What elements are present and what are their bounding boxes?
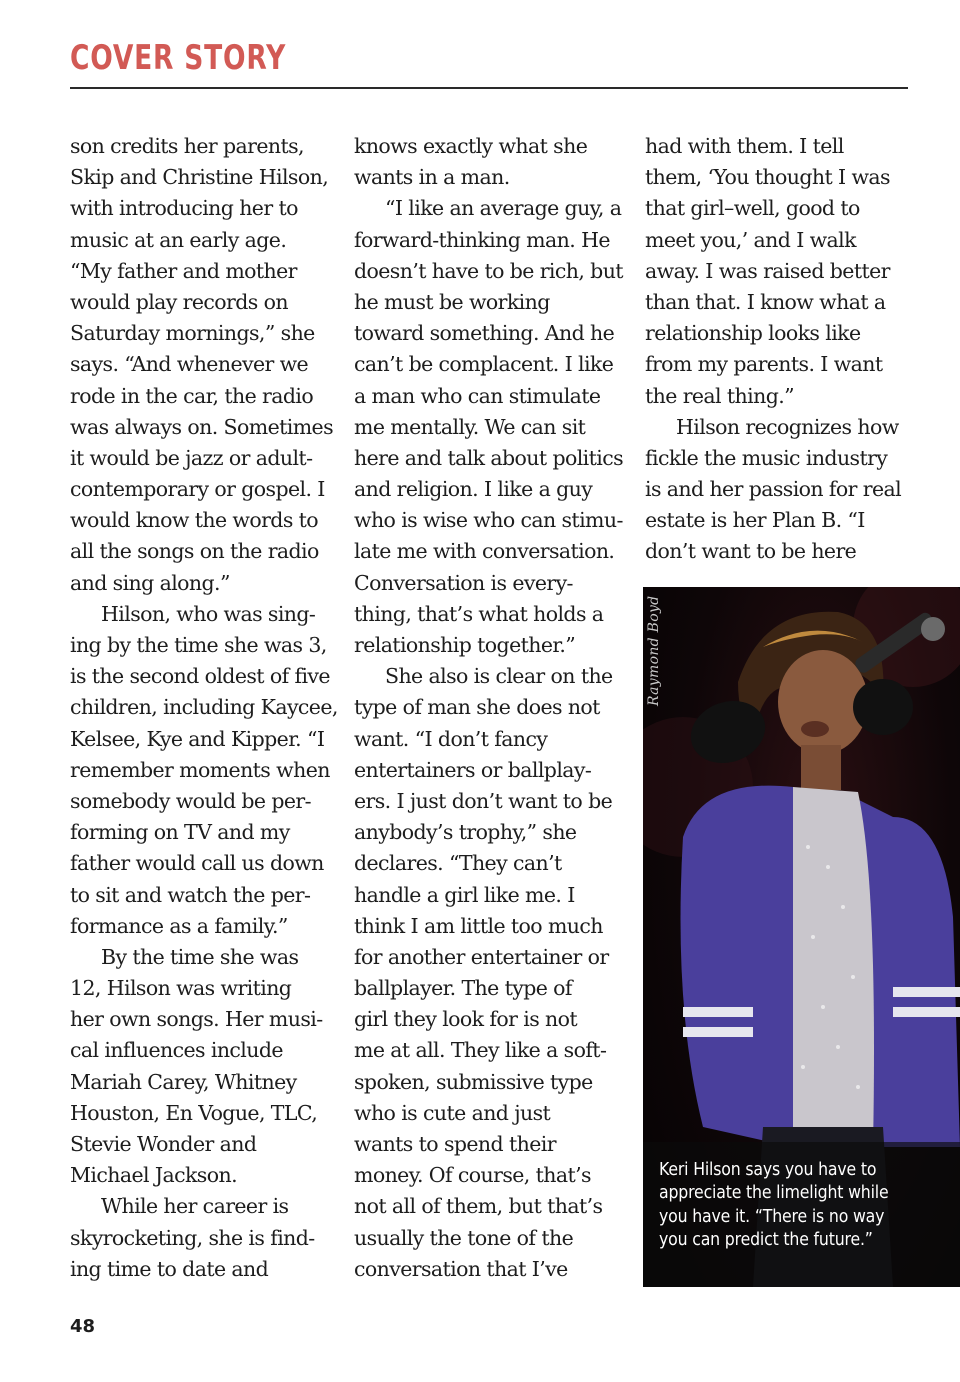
text-line: and sing along.” (70, 570, 230, 595)
text-line: While her career is (101, 1194, 289, 1219)
text-line: children, including Kaycee, (70, 695, 338, 720)
text-line: can’t be complacent. I like (354, 352, 614, 377)
text-line: By the time she was (101, 944, 299, 969)
text-line: entertainers or ballplay- (354, 757, 592, 782)
text-line: would play records on (70, 289, 288, 314)
text-line: She also is clear on the (385, 664, 613, 689)
text-line: with introducing her to (70, 196, 298, 221)
section-label: COVER STORY (70, 38, 287, 78)
text-line: formance as a family.” (70, 913, 288, 938)
text-line: declares. “They can’t (354, 851, 562, 876)
text-line: is the second oldest of five (70, 664, 330, 689)
caption-line: you have it. “There is no way (659, 1206, 885, 1227)
text-line: me mentally. We can sit (354, 414, 586, 439)
text-line: wants to spend their (354, 1132, 556, 1156)
text-line: away. I was raised better (645, 258, 890, 283)
text-line: who is cute and just (354, 1100, 551, 1125)
text-line: was always on. Sometimes (70, 414, 333, 439)
text-line: ing time to date and (70, 1256, 269, 1281)
caption-line: you can predict the future.” (659, 1230, 873, 1251)
text-line: them, ‘You thought I was (645, 165, 890, 190)
text-line: Stevie Wonder and (70, 1132, 257, 1156)
text-line: spoken, submissive type (354, 1069, 593, 1094)
text-line: somebody would be per- (70, 788, 311, 813)
text-line: it would be jazz or adult- (70, 445, 313, 470)
text-line: doesn’t have to be rich, but (354, 258, 623, 283)
text-line: from my parents. I want (645, 352, 883, 377)
text-line: contemporary or gospel. I (70, 477, 325, 502)
text-line: relationship looks like (645, 321, 861, 346)
text-line: all the songs on the radio (70, 539, 319, 564)
text-line: ballplayer. The type of (354, 976, 572, 1001)
text-line: music at an early age. (70, 227, 287, 252)
text-line: wants in a man. (354, 165, 510, 190)
text-line: than that. I know what a (645, 289, 886, 314)
text-line: “My father and mother (70, 258, 297, 283)
text-line: usually the tone of the (354, 1225, 574, 1250)
text-line: Kelsee, Kye and Kipper. “I (70, 726, 325, 751)
text-line: ing by the time she was 3, (70, 633, 327, 657)
text-line: ers. I just don’t want to be (354, 788, 613, 813)
text-line: would know the words to (70, 508, 319, 533)
page-number: 48 (70, 1316, 96, 1337)
text-line: conversation that I’ve (354, 1256, 568, 1281)
text-line: son credits her parents, (70, 134, 304, 158)
text-line: father would call us down (70, 851, 324, 876)
text-line: Houston, En Vogue, TLC, (70, 1100, 318, 1125)
article-column-2 (354, 131, 624, 1285)
text-line: girl they look for is not (354, 1007, 578, 1032)
photo-credit: Raymond Boyd (646, 595, 662, 706)
text-line: Saturday mornings,” she (70, 321, 315, 346)
text-line: Hilson recognizes how (676, 414, 899, 439)
text-line: her own songs. Her musi- (70, 1007, 323, 1032)
text-line: late me with conversation. (354, 539, 615, 564)
text-line: and religion. I like a guy (354, 477, 593, 502)
text-line: remember moments when (70, 757, 330, 782)
text-line: toward something. And he (354, 321, 615, 346)
text-line: the real thing.” (645, 383, 795, 408)
text-line: who is wise who can stimu- (354, 508, 623, 533)
text-line: Hilson, who was sing- (101, 601, 316, 626)
caption-line: Keri Hilson says you have to (659, 1160, 877, 1180)
text-line: knows exactly what she (354, 134, 588, 158)
text-line: says. “And whenever we (70, 352, 309, 377)
text-line: forming on TV and my (70, 820, 290, 845)
text-line: relationship together.” (354, 633, 576, 657)
text-line: Skip and Christine Hilson, (70, 165, 329, 190)
article-column-1 (70, 131, 338, 1285)
text-line: skyrocketing, she is find- (70, 1225, 315, 1250)
text-line: cal influences include (70, 1038, 283, 1063)
text-line: forward-thinking man. He (354, 227, 610, 252)
text-line: don’t want to be here (645, 539, 857, 564)
article-column-3 (645, 131, 915, 568)
text-line: for another entertainer or (354, 944, 609, 969)
text-line: not all of them, but that’s (354, 1194, 603, 1219)
text-line: meet you,’ and I walk (645, 227, 856, 252)
text-line: estate is her Plan B. “I (645, 508, 865, 533)
text-line: me at all. They like a soft- (354, 1038, 607, 1063)
text-line: Michael Jackson. (70, 1163, 237, 1188)
text-line: 12, Hilson was writing (70, 976, 292, 1001)
text-line: a man who can stimulate (354, 383, 601, 408)
text-line: rode in the car, the radio (70, 383, 314, 408)
text-line: fickle the music industry (645, 445, 888, 470)
caption-line: appreciate the limelight while (659, 1183, 889, 1204)
text-line: Conversation is every- (354, 570, 573, 595)
text-line: handle a girl like me. I (354, 882, 575, 907)
text-line: had with them. I tell (645, 134, 844, 158)
text-line: anybody’s trophy,” she (354, 820, 577, 845)
photo-caption (659, 1159, 949, 1253)
header-rule (70, 87, 908, 89)
text-line: Mariah Carey, Whitney (70, 1069, 297, 1094)
text-line: that girl–well, good to (645, 196, 860, 221)
text-line: he must be working (354, 289, 550, 314)
text-line: type of man she does not (354, 695, 600, 720)
text-line: “I like an average guy, a (385, 196, 622, 221)
text-line: want. “I don’t fancy (354, 726, 548, 751)
text-line: to sit and watch the per- (70, 882, 311, 907)
text-line: thing, that’s what holds a (354, 601, 604, 626)
text-line: here and talk about politics (354, 445, 624, 470)
text-line: is and her passion for real (645, 477, 902, 502)
text-line: money. Of course, that’s (354, 1163, 591, 1188)
text-line: think I am little too much (354, 913, 603, 938)
